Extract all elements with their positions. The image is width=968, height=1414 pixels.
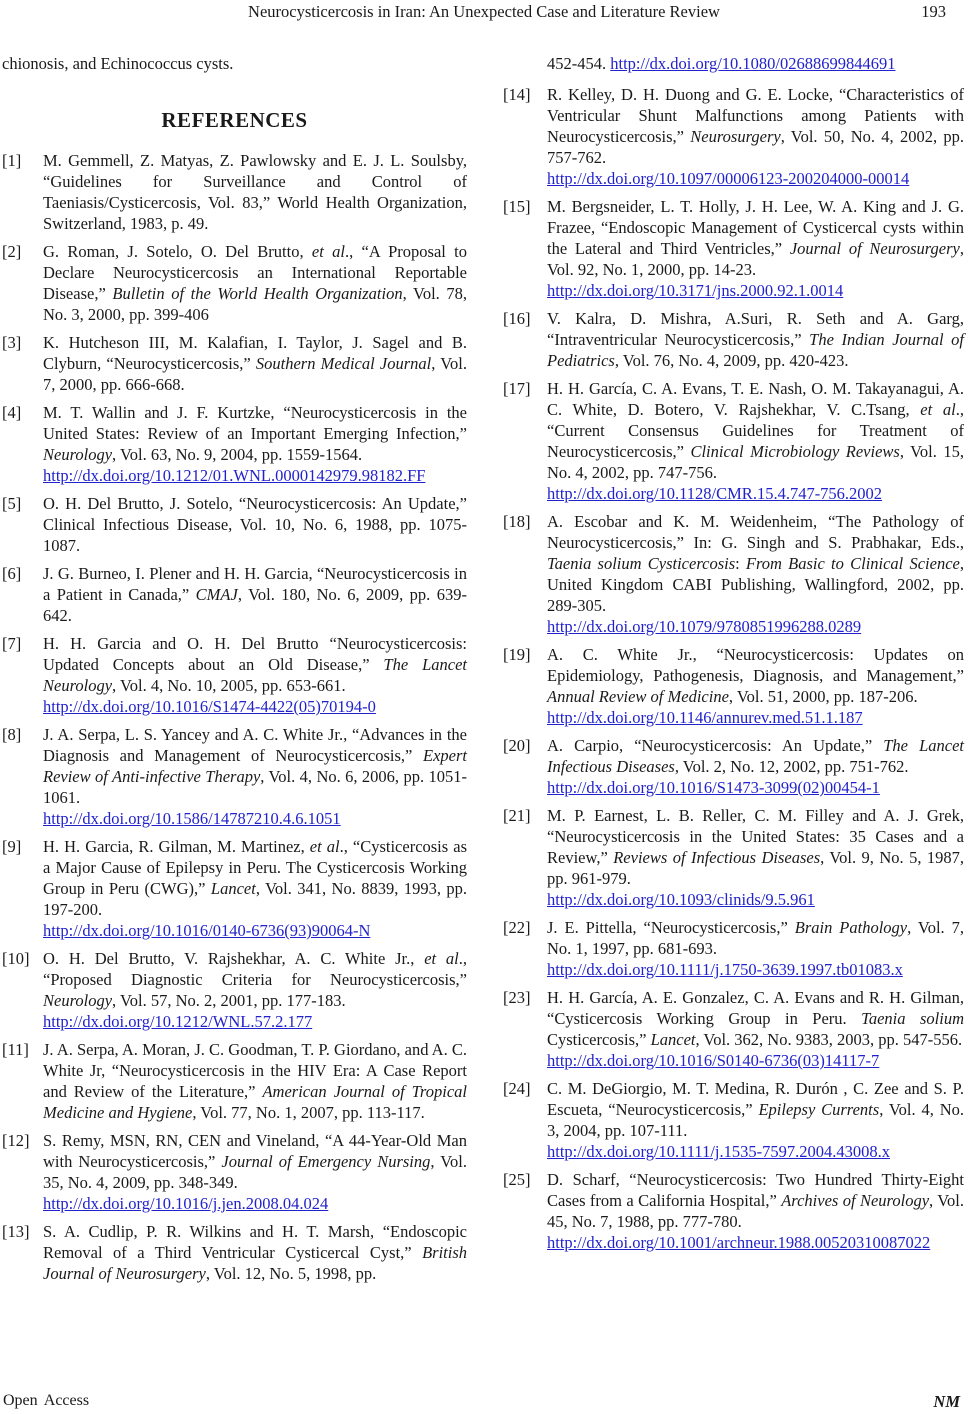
reference-number: [9] (2, 837, 22, 856)
reference-number: [23] (503, 988, 531, 1007)
reference-text-segment: M. Gemmell, Z. Matyas, Z. Pawlowsky and E. J. L. Soulsby, “Guidelines for Surveillance and Control of Taeniasis/Cysticercosis, Vol. 83,” World Health Organization, Switzerland, 1983, p. 49. (43, 151, 467, 233)
reference-text-segment: ., “Proposed Diagnostic Criteria for Neurocysticercosis,” (43, 949, 467, 989)
reference-21 (503, 805, 964, 910)
reference-number: [16] (503, 309, 531, 328)
body-text-continuation: chionosis, and Echinococcus cysts. (2, 54, 234, 73)
reference-text (43, 1221, 467, 1284)
reference-11 (2, 1039, 467, 1123)
italic-text: The Indian Journal of Pediatrics (547, 330, 964, 370)
reference-text (43, 948, 467, 1032)
reference-3 (2, 332, 467, 395)
reference-17 (503, 378, 964, 504)
doi-link[interactable]: http://dx.doi.org/10.1093/clinids/9.5.961 (547, 890, 815, 909)
reference-number: [6] (2, 564, 22, 583)
reference-text-segment: , United Kingdom CABI Publishing, Wallingford, 2002, pp. 289-305. (547, 554, 964, 615)
reference-20 (503, 735, 964, 798)
reference-14 (503, 84, 964, 189)
doi-link[interactable]: http://dx.doi.org/10.1016/S1473-3099(02)00454-1 (547, 778, 880, 797)
reference-text (43, 150, 467, 234)
italic-text: Taenia solium (861, 1009, 964, 1028)
reference-text-segment: J. G. Burneo, I. Plener and H. H. Garcia, “Neurocysticercosis in a Patient in Canada,” (43, 564, 467, 604)
reference-text (547, 378, 964, 504)
reference-number: [7] (2, 634, 22, 653)
reference-number: [10] (2, 949, 30, 968)
reference-text (547, 1078, 964, 1162)
reference-text-segment: , Vol. 63, No. 9, 2004, pp. 1559-1564. (112, 445, 363, 464)
reference-text-segment: , Vol. 341, No. 8839, 1993, pp. 197-200. (43, 879, 467, 919)
reference-5 (2, 493, 467, 556)
italic-text: Clinical Microbiology Reviews (690, 442, 900, 461)
reference-23 (503, 987, 964, 1071)
reference-10 (2, 948, 467, 1032)
italic-text: et al (920, 400, 956, 419)
reference-text-segment: S. Remy, MSN, RN, CEN and Vineland, “A 44-Year-Old Man with Neurocysticercosis,” (43, 1131, 467, 1171)
reference-text (43, 563, 467, 626)
reference-number: [24] (503, 1079, 531, 1098)
reference-12 (2, 1130, 467, 1214)
reference-text (547, 308, 964, 371)
reference-9 (2, 836, 467, 941)
left-column (2, 53, 467, 1291)
reference-19 (503, 644, 964, 728)
reference-text-segment: , Vol. 51, 2000, pp. 187-206. (728, 687, 918, 706)
reference-number: [18] (503, 512, 531, 531)
reference-text (43, 1130, 467, 1214)
reference-24 (503, 1078, 964, 1162)
reference-text (547, 511, 964, 637)
reference-number: [20] (503, 736, 531, 755)
reference-text (43, 402, 467, 486)
reference-text-segment: M. T. Wallin and J. F. Kurtzke, “Neurocysticercosis in the United States: Review of an Important Emerging Infection,” (43, 403, 467, 443)
reference-number: [5] (2, 494, 22, 513)
italic-text: Lancet (210, 879, 256, 898)
reference-text-segment: R. Kelley, D. H. Duong and G. E. Locke, “Characteristics of Ventricular Shunt Malfunctions among Patients with Neurocysticercosis,” (547, 85, 964, 146)
reference-text-segment: A. Escobar and K. M. Weidenheim, “The Pathology of Neurocysticercosis,” In: G. Singh and S. Prabhakar, Eds., (547, 512, 964, 552)
reference-text (547, 735, 964, 798)
reference-number: [1] (2, 151, 22, 170)
italic-text: The Lancet Infectious Diseases (547, 736, 964, 776)
reference-text-segment: , Vol. 77, No. 1, 2007, pp. 113-117. (192, 1103, 425, 1122)
reference-text-segment: O. H. Del Brutto, J. Sotelo, “Neurocysticercosis: An Update,” Clinical Infectious Disease, Vol. 10, No. 6, 1988, pp. 1075-1087. (43, 494, 467, 555)
reference-text (547, 644, 964, 728)
reference-text (43, 1039, 467, 1123)
reference-number: [14] (503, 85, 531, 104)
reference-text (547, 1169, 964, 1253)
italic-text: Bulletin of the World Health Organization (112, 284, 403, 303)
reference-text-segment: , Vol. 362, No. 9383, 2003, pp. 547-556. (695, 1030, 963, 1049)
reference-text-segment: , Vol. 4, No. 6, 2006, pp. 1051-1061. (43, 767, 467, 807)
reference-text-segment: G. Roman, J. Sotelo, O. Del Brutto, (43, 242, 312, 261)
reference-text-segment: H. H. García, C. A. Evans, T. E. Nash, O. M. Takayanagui, A. C. White, D. Botero, V. Rajshekhar, V. C.Tsang, (547, 379, 964, 419)
reference-number: [3] (2, 333, 22, 352)
reference-text-segment: S. A. Cudlip, P. R. Wilkins and H. T. Marsh, “Endoscopic Removal of a Third Ventricular Cysticercal Cyst,” (43, 1222, 467, 1262)
reference-text-segment: H. H. Garcia and O. H. Del Brutto “Neurocysticercosis: Updated Concepts about an Old Disease,” (43, 634, 467, 674)
reference-1 (2, 150, 467, 234)
reference-text-segment: K. Hutcheson III, M. Kalafian, I. Taylor, J. Sagel and B. Clyburn, “Neurocysticercosis,” (43, 333, 467, 373)
italic-text: CMAJ (195, 585, 238, 604)
reference-text-segment: , Vol. 4, No. 10, 2005, pp. 653-661. (112, 676, 346, 695)
italic-text: Lancet (650, 1030, 696, 1049)
reference-text-segment: ., “A Proposal to Declare Neurocysticercosis an International Reportable Disease,” (43, 242, 468, 303)
reference-18 (503, 511, 964, 637)
doi-link[interactable]: http://dx.doi.org/10.1586/14787210.4.6.1051 (43, 809, 341, 828)
reference-number: [4] (2, 403, 22, 422)
reference-number: [2] (2, 242, 22, 261)
reference-text-segment: Cysticercosis,” (547, 1030, 651, 1049)
reference-number: [22] (503, 918, 531, 937)
reference-number: [12] (2, 1131, 30, 1150)
reference-25 (503, 1169, 964, 1253)
reference-text-segment: , Vol. 45, No. 7, 1988, pp. 777-780. (547, 1191, 964, 1231)
reference-7 (2, 633, 467, 717)
reference-text-segment: : (735, 554, 746, 573)
italic-text: et al (309, 837, 340, 856)
doi-link[interactable]: http://dx.doi.org/10.3171/jns.2000.92.1.0014 (547, 281, 844, 300)
doi-link[interactable]: http://dx.doi.org/10.1080/02688699844691 (610, 54, 896, 73)
reference-number: [13] (2, 1222, 30, 1241)
reference-text-segment: J. A. Serpa, L. S. Yancey and A. C. White Jr., “Advances in the Diagnosis and Management of Neurocysticercosis,” (43, 725, 467, 765)
italic-text: Reviews of Infectious Diseases (613, 848, 821, 867)
reference-text-segment: H. H. García, A. E. Gonzalez, C. A. Evans and R. H. Gilman, “Cysticercosis Working Group in Peru. (547, 988, 964, 1028)
reference-text (547, 987, 964, 1071)
reference-text-segment: , Vol. 7, No. 1, 1997, pp. 681-693. (547, 918, 965, 958)
reference-text-segment: M. P. Earnest, L. B. Reller, C. M. Filley and A. J. Grek, “Neurocysticercosis in the United States: 35 Cases and a Review,” (547, 806, 964, 867)
reference-6 (2, 563, 467, 626)
italic-text: Brain Pathology (794, 918, 908, 937)
reference-text-segment: O. H. Del Brutto, V. Rajshekhar, A. C. White Jr., (43, 949, 425, 968)
reference-15 (503, 196, 964, 301)
reference-4 (2, 402, 467, 486)
reference-text-segment: A. Carpio, “Neurocysticercosis: An Update,” (547, 736, 884, 755)
reference-text-segment: , Vol. 35, No. 4, 2009, pp. 348-349. (43, 1152, 467, 1192)
doi-link[interactable]: http://dx.doi.org/10.1001/archneur.1988.00520310087022 (547, 1233, 931, 1252)
reference-number: [8] (2, 725, 22, 744)
reference-13 (2, 1221, 467, 1284)
reference-text (547, 917, 964, 980)
reference-text-segment: 452-454. (547, 54, 611, 73)
italic-text: et al (424, 949, 459, 968)
reference-text-segment: , Vol. 78, No. 3, 2000, pp. 399-406 (43, 284, 467, 324)
reference-text (547, 84, 964, 189)
journal-abbreviation: NM (933, 1392, 960, 1411)
references-heading: REFERENCES (161, 108, 308, 132)
reference-13-continuation (503, 53, 964, 74)
reference-number: [11] (2, 1040, 29, 1059)
reference-text-segment: J. E. Pittella, “Neurocysticercosis,” (547, 918, 795, 937)
doi-link[interactable]: http://dx.doi.org/10.1016/S1474-4422(05)70194-0 (43, 697, 376, 716)
doi-link[interactable]: http://dx.doi.org/10.1146/annurev.med.51.1.187 (547, 708, 863, 727)
doi-link[interactable]: http://dx.doi.org/10.1111/j.1750-3639.1997.tb01083.x (547, 960, 903, 979)
reference-text-segment: A. C. White Jr., “Neurocysticercosis: Updates on Epidemiology, Pathogenesis, Diagnosis, and Management,” (547, 645, 964, 685)
reference-text-segment: ., “Current Consensus Guidelines for Treatment of Neurocysticercosis,” (547, 400, 964, 461)
reference-number: [17] (503, 379, 531, 398)
reference-number: [15] (503, 197, 531, 216)
doi-link[interactable]: http://dx.doi.org/10.1016/j.jen.2008.04.024 (43, 1194, 329, 1213)
italic-text: Archives of Neurology (781, 1191, 930, 1210)
reference-text-segment: , Vol. 9, No. 5, 1987, pp. 961-979. (547, 848, 965, 888)
references-list-left (2, 150, 467, 1284)
open-access-label: Open Access (3, 1392, 90, 1409)
reference-text-segment: , Vol. 12, No. 5, 1998, pp. (205, 1264, 377, 1283)
reference-text (43, 241, 467, 325)
italic-text: Journal of Emergency Nursing (221, 1152, 431, 1171)
reference-text-segment: , Vol. 76, No. 4, 2009, pp. 420-423. (614, 351, 849, 370)
reference-text-segment: , Vol. 50, No. 4, 2002, pp. 757-762. (547, 127, 964, 167)
running-head-title: Neurocysticercosis in Iran: An Unexpected Case and Literature Review (248, 2, 720, 21)
italic-text: American Journal of Tropical Medicine and Hygiene (43, 1082, 467, 1122)
italic-text: Annual Review of Medicine (547, 687, 729, 706)
doi-link[interactable]: http://dx.doi.org/10.1016/0140-6736(93)90064-N (43, 921, 371, 940)
reference-text (43, 493, 467, 556)
doi-link[interactable]: http://dx.doi.org/10.1016/S0140-6736(03)14117-7 (547, 1051, 880, 1070)
italic-text: The Lancet Neurology (43, 655, 467, 695)
page-number: 193 (921, 2, 946, 21)
doi-link[interactable]: http://dx.doi.org/10.1097/00006123-200204000-00014 (547, 169, 910, 188)
reference-text (43, 836, 467, 941)
references-list-right (503, 84, 964, 1253)
reference-text-segment: ., “Cysticercosis as a Major Cause of Epilepsy in Peru. The Cysticercosis Working Group in Peru (CWG),” (43, 837, 467, 898)
italic-text: Neurology (43, 445, 113, 464)
reference-22 (503, 917, 964, 980)
italic-text: Southern Medical Journal (255, 354, 432, 373)
reference-text-segment: H. H. Garcia, R. Gilman, M. Martinez, (43, 837, 310, 856)
doi-link[interactable]: http://dx.doi.org/10.1212/01.WNL.0000142979.98182.FF (43, 466, 426, 485)
doi-link[interactable]: http://dx.doi.org/10.1111/j.1535-7597.2004.43008.x (547, 1142, 890, 1161)
reference-text (43, 724, 467, 829)
reference-text-segment: , Vol. 57, No. 2, 2001, pp. 177-183. (112, 991, 346, 1010)
reference-number: [25] (503, 1170, 531, 1189)
reference-text-segment: , Vol. 4, No. 3, 2004, pp. 107-111. (547, 1100, 964, 1140)
italic-text: British Journal of Neurosurgery (43, 1243, 467, 1283)
reference-16 (503, 308, 964, 371)
reference-2 (2, 241, 467, 325)
reference-text-segment: C. M. DeGiorgio, M. T. Medina, R. Durón , C. Zee and S. P. Escueta, “Neurocysticercosis,” (547, 1079, 964, 1119)
reference-text-segment: V. Kalra, D. Mishra, A.Suri, R. Seth and A. Garg, “Intraventricular Neurocysticercosis,” (547, 309, 964, 349)
doi-link[interactable]: http://dx.doi.org/10.1079/9780851996288.0289 (547, 617, 862, 636)
reference-text (547, 196, 964, 301)
reference-text (43, 332, 467, 395)
reference-number: [21] (503, 806, 531, 825)
doi-link[interactable]: http://dx.doi.org/10.1212/WNL.57.2.177 (43, 1012, 313, 1031)
italic-text: Neurology (43, 991, 113, 1010)
reference-text-segment: J. A. Serpa, A. Moran, J. C. Goodman, T. P. Giordano, and A. C. White Jr, “Neurocysticercosis in the HIV Era: A Case Report and Review of the Literature,” (43, 1040, 467, 1101)
italic-text: Journal of Neurosurgery (789, 239, 960, 258)
right-column (503, 53, 964, 1260)
reference-text (43, 633, 467, 717)
italic-text: et al (311, 242, 345, 261)
doi-link[interactable]: http://dx.doi.org/10.1128/CMR.15.4.747-756.2002 (547, 484, 883, 503)
italic-text: Expert Review of Anti-infective Therapy (43, 746, 467, 786)
italic-text: Epilepsy Currents (758, 1100, 880, 1119)
italic-text: Neurosurgery (690, 127, 781, 146)
italic-text: From Basic to Clinical Science (745, 554, 960, 573)
reference-text-segment: , Vol. 2, No. 12, 2002, pp. 751-762. (674, 757, 909, 776)
reference-number: [19] (503, 645, 531, 664)
reference-8 (2, 724, 467, 829)
reference-text (547, 805, 964, 910)
reference-text-segment: , Vol. 180, No. 6, 2009, pp. 639-642. (43, 585, 467, 625)
reference-text-segment: M. Bergsneider, L. T. Holly, J. H. Lee, W. A. King and J. G. Frazee, “Endoscopic Management of Cysticercal cysts within the Lateral and Third Ventricles,” (547, 197, 964, 258)
reference-text-segment: , Vol. 92, No. 1, 2000, pp. 14-23. (547, 239, 964, 279)
italic-text: Taenia solium Cysticercosis (547, 554, 736, 573)
reference-text-segment: , Vol. 7, 2000, pp. 666-668. (43, 354, 467, 394)
reference-text-segment: D. Scharf, “Neurocysticercosis: Two Hundred Thirty-Eight Cases from a California Hospital,” (547, 1170, 964, 1210)
reference-text-segment: , Vol. 15, No. 4, 2002, pp. 747-756. (547, 442, 964, 482)
